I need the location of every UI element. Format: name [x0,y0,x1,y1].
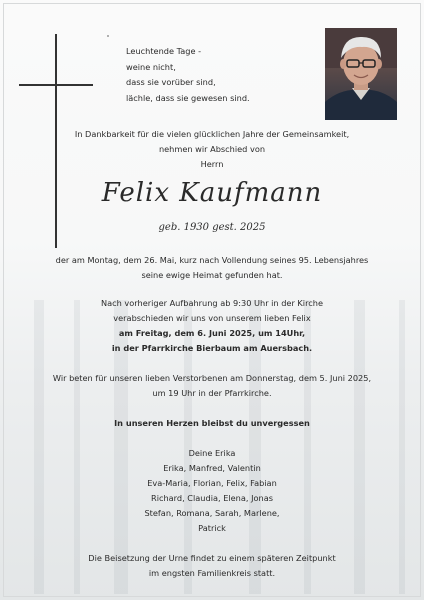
intro-line: Herrn [200,159,224,169]
mourner-line: Deine Erika [188,448,236,458]
funeral-date: am Freitag, dem 6. Juni 2025, um 14Uhr, [118,328,306,338]
deceased-name: Felix Kaufmann [101,178,323,208]
remembrance-line: In unseren Herzen bleibst du unvergessen [114,418,310,428]
death-notice-line: der am Montag, dem 26. Mai, kurz nach Vollendung seines 95. Lebensjahres [55,255,369,265]
farewell-line: verabschieden wir uns von unserem lieben Felix [113,313,311,323]
mourner-line: Erika, Manfred, Valentin [163,463,261,473]
mourner-line: Stefan, Romana, Sarah, Marlene, [144,508,280,518]
urn-notice-line: im engsten Familienkreis statt. [148,568,276,578]
prayer-line: Wir beten für unseren lieben Verstorbenen am Donnerstag, dem 5. Juni 2025, [52,373,372,383]
funeral-location: in der Pfarrkirche Bierbaum am Auersbach. [111,343,313,353]
poem-line: dass sie vorüber sind, [126,77,216,87]
poem-line: Leuchtende Tage - [126,46,202,56]
death-notice-line: seine ewige Heimat gefunden hat. [141,270,283,280]
urn-notice-line: Die Beisetzung der Urne findet zu einem späteren Zeitpunkt [88,553,336,563]
poem [126,44,250,106]
cross-icon-bar [19,84,93,86]
mourner-line: Richard, Claudia, Elena, Jonas [151,493,273,503]
mourner-line: Patrick [198,523,226,533]
poem-line: weine nicht, [126,61,176,72]
life-dates: geb. 1930 gest. 2025 [158,222,266,233]
intro-line: In Dankbarkeit für die vielen glücklichen Jahre der Gemeinsamkeit, [74,129,350,139]
farewell-line: Nach vorheriger Aufbahrung ab 9:30 Uhr in der Kirche [101,298,323,308]
mourner-line: Eva-Maria, Florian, Felix, Fabian [147,478,277,488]
intro-line: nehmen wir Abschied von [158,144,266,154]
portrait-photo [325,28,397,120]
poem-line: lächle, dass sie gewesen sind. [126,92,250,103]
dot-mark [107,35,109,37]
prayer-line: um 19 Uhr in der Pfarrkirche. [152,388,272,398]
